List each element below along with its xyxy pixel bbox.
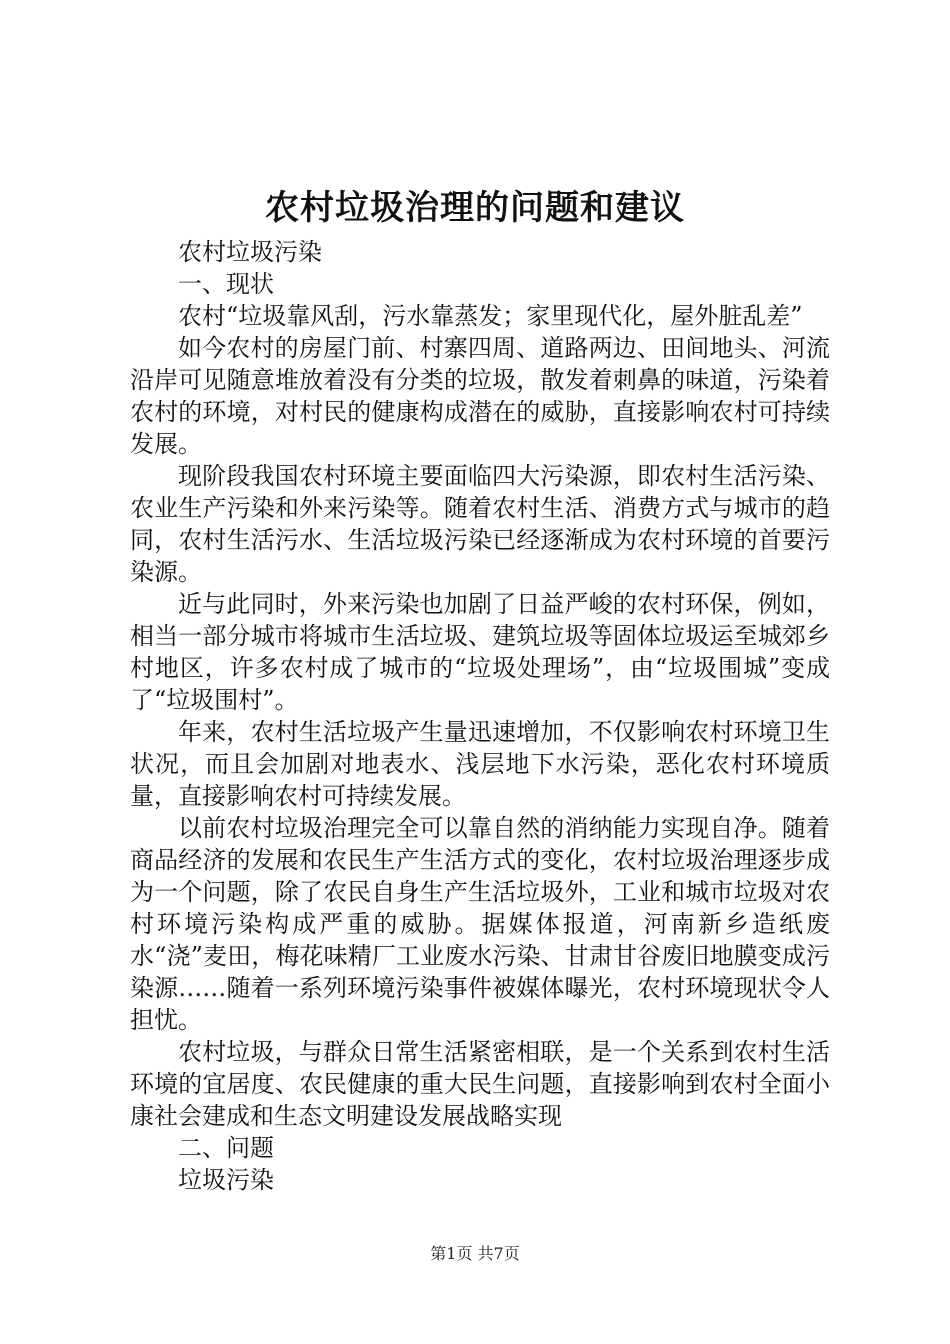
paragraph: 现阶段我国农村环境主要面临四大污染源，即农村生活污染、农业生产污染和外来污染等。随着农村生活、消费方式与城市的趋同，农村生活污水、生活垃圾污染已经逐渐成为农村环境的首要污染源。: [130, 462, 830, 586]
page-footer: 第1页 共7页: [430, 1244, 520, 1263]
paragraph: 年来，农村生活垃圾产生量迅速增加，不仅影响农村环境卫生状况，而且会加剧对地表水、浅层地下水污染，恶化农村环境质量，直接影响农村可持续发展。: [130, 718, 830, 810]
section-heading-current-status: 一、现状: [178, 270, 274, 298]
document-title: 农村垃圾治理的问题和建议: [265, 188, 685, 228]
paragraph: 农村垃圾，与群众日常生活紧密相联，是一个关系到农村生活环境的宜居度、农民健康的重大民生问题，直接影响到农村全面小康社会建成和生态文明建设发展战略实现: [130, 1038, 830, 1130]
paragraph: 以前农村垃圾治理完全可以靠自然的消纳能力实现自净。随着商品经济的发展和农民生产生活方式的变化，农村垃圾治理逐步成为一个问题，除了农民自身生产生活垃圾外，工业和城市垃圾对农村环境污染构成严重的威胁。据媒体报道，河南新乡造纸废水“浇”麦田，梅花味精厂工业废水污染、甘肃甘谷废旧地膜变成污染源……随着一系列环境污染事件被媒体曝光，农村环境现状令人担忧。: [130, 814, 830, 1034]
paragraph: 农村“垃圾靠风刮，污水靠蒸发；家里现代化，屋外脏乱差”: [178, 302, 803, 330]
subtitle-line: 农村垃圾污染: [178, 238, 322, 266]
subsection-heading: 垃圾污染: [178, 1166, 274, 1194]
document-body: [130, 236, 830, 1196]
paragraph: 如今农村的房屋门前、村寨四周、道路两边、田间地头、河流沿岸可见随意堆放着没有分类的垃圾，散发着刺鼻的味道，污染着农村的环境，对村民的健康构成潜在的威胁，直接影响农村可持续发展。: [130, 334, 830, 458]
section-heading-problems: 二、问题: [178, 1134, 274, 1162]
paragraph: 近与此同时，外来污染也加剧了日益严峻的农村环保，例如，相当一部分城市将城市生活垃圾、建筑垃圾等固体垃圾运至城郊乡村地区，许多农村成了城市的“垃圾处理场”，由“垃圾围城”变成了“垃圾围村”。: [130, 590, 830, 714]
